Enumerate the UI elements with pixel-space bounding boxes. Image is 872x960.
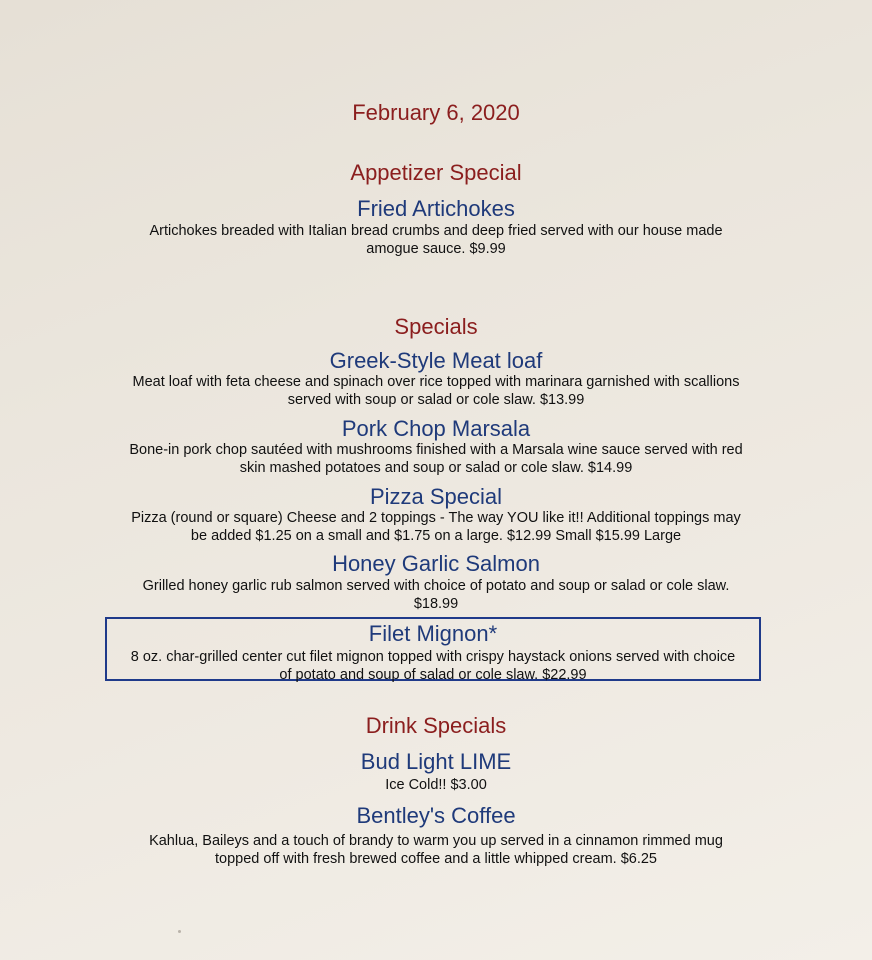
item-title-fried-artichokes: Fried Artichokes xyxy=(357,196,515,221)
desc-line: of potato and soup of salad or cole slaw. $22.99 xyxy=(279,667,587,683)
item-title-filet-mignon: Filet Mignon* xyxy=(368,621,498,646)
desc-line: $18.99 xyxy=(413,596,459,612)
desc-line: Ice Cold!! $3.00 xyxy=(385,777,487,793)
item-title-bentleys-coffee: Bentley's Coffee xyxy=(356,803,516,828)
desc-line: 8 oz. char-grilled center cut filet mignon topped with crispy haystack onions served with choice xyxy=(130,649,736,665)
item-title-pork-chop-marsala: Pork Chop Marsala xyxy=(341,416,531,441)
item-desc-filet-mignon xyxy=(107,648,759,684)
item-desc-honey-garlic-salmon xyxy=(0,577,872,613)
specials-section-title: Specials xyxy=(394,314,478,339)
item-desc-bentleys-coffee xyxy=(0,832,872,868)
desc-line: skin mashed potatoes and soup or salad or cole slaw. $14.99 xyxy=(239,460,633,476)
desc-line: Bone-in pork chop sautéed with mushrooms finished with a Marsala wine sauce served with red xyxy=(129,442,743,458)
item-desc-fried-artichokes xyxy=(0,222,872,258)
menu-date: February 6, 2020 xyxy=(352,100,520,125)
item-desc-pork-chop-marsala xyxy=(0,441,872,477)
item-desc-bud-light-lime xyxy=(0,776,872,794)
item-title-honey-garlic-salmon: Honey Garlic Salmon xyxy=(332,551,540,576)
desc-line: Artichokes breaded with Italian bread crumbs and deep fried served with our house made xyxy=(149,223,723,239)
item-desc-greek-meatloaf xyxy=(0,373,872,409)
filet-mignon-box xyxy=(105,617,761,681)
desc-line: served with soup or salad or cole slaw. $13.99 xyxy=(287,392,585,408)
item-title-pizza-special: Pizza Special xyxy=(369,484,503,509)
desc-line: Grilled honey garlic rub salmon served with choice of potato and soup or salad or cole slaw. xyxy=(142,578,730,594)
desc-line: Kahlua, Baileys and a touch of brandy to warm you up served in a cinnamon rimmed mug xyxy=(149,833,723,849)
item-title-bud-light-lime: Bud Light LIME xyxy=(360,749,512,774)
item-desc-pizza-special xyxy=(0,509,872,545)
desc-line: Pizza (round or square) Cheese and 2 toppings - The way YOU like it!! Additional toppings may xyxy=(131,510,741,526)
appetizer-section-title: Appetizer Special xyxy=(350,160,522,185)
desc-line: Meat loaf with feta cheese and spinach over rice topped with marinara garnished with scallions xyxy=(132,374,740,390)
desc-line: be added $1.25 on a small and $1.75 on a large. $12.99 Small $15.99 Large xyxy=(190,528,682,544)
drinks-section-title: Drink Specials xyxy=(365,713,507,738)
desc-line: topped off with fresh brewed coffee and a little whipped cream. $6.25 xyxy=(215,851,657,867)
item-title-greek-meatloaf: Greek-Style Meat loaf xyxy=(329,348,543,373)
paper-speck xyxy=(178,930,181,933)
desc-line: amogue sauce. $9.99 xyxy=(366,241,506,257)
